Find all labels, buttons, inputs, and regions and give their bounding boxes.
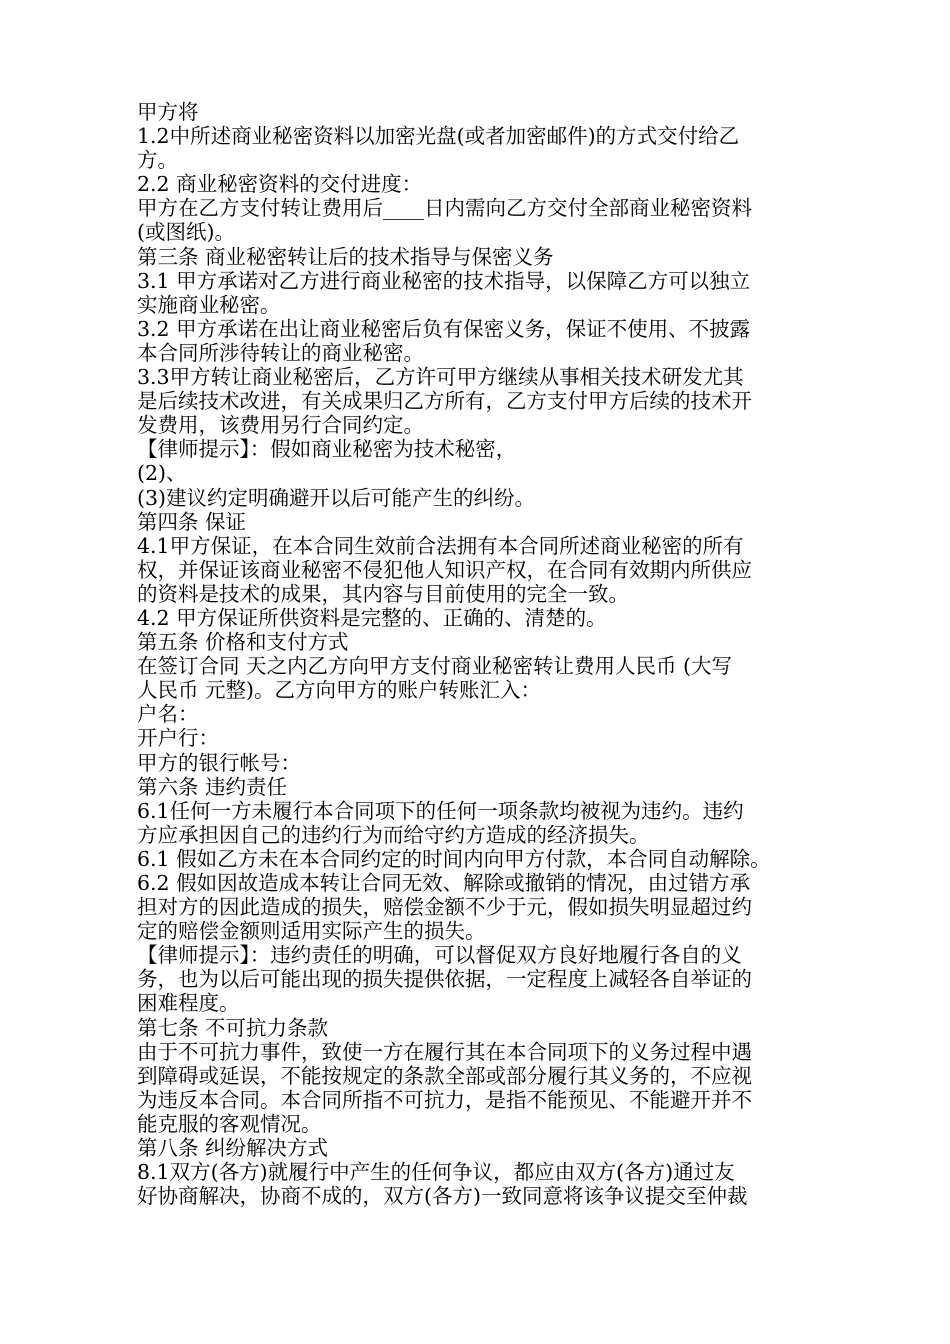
document-line: 第五条 价格和支付方式: [137, 630, 349, 655]
document-line: (或图纸)。: [137, 220, 235, 245]
document-line: 担对方的因此造成的损失，赔偿金额不少于元，假如损失明显超过约: [137, 895, 752, 920]
document-line: 人民币 元整)。乙方向甲方的账户转账汇入：: [137, 678, 542, 703]
document-line: 3.3甲方转让商业秘密后，乙方许可甲方继续从事相关技术研发尤其: [137, 365, 744, 390]
document-line: 权，并保证该商业秘密不侵犯他人知识产权，在合同有效期内所供应: [137, 557, 752, 582]
document-line: 第四条 保证: [137, 509, 247, 534]
document-line: 第八条 纠纷解决方式: [137, 1136, 329, 1161]
document-line: 第三条 商业秘密转让后的技术指导与保密义务: [137, 244, 554, 269]
document-line: 甲方在乙方支付转让费用后____日内需向乙方交付全部商业秘密资料: [137, 196, 752, 221]
document-page: [137, 100, 817, 1208]
document-line: 困难程度。: [137, 991, 240, 1016]
document-line: 8.1双方(各方)就履行中产生的任何争议，都应由双方(各方)通过友: [137, 1160, 735, 1185]
document-line: 的资料是技术的成果，其内容与目前使用的完全一致。: [137, 581, 629, 606]
document-line: (2)、: [137, 461, 187, 486]
document-line: 6.2 假如因故造成本转让合同无效、解除或撤销的情况，由过错方承: [137, 871, 751, 895]
document-line: 1.2中所述商业秘密资料以加密光盘(或者加密邮件)的方式交付给乙: [137, 124, 740, 149]
document-line: 到障碍或延误，不能按规定的条款全部或部分履行其义务的，不应视: [137, 1063, 752, 1088]
document-line: 甲方将: [137, 100, 199, 124]
document-line: 6.1 假如乙方未在本合同约定的时间内向甲方付款，本合同自动解除。: [137, 846, 771, 871]
document-line: 定的赔偿金额则适用实际产生的损失。: [137, 919, 486, 944]
document-line: 是后续技术改进，有关成果归乙方所有，乙方支付甲方后续的技术开: [137, 389, 752, 414]
document-line: 【律师提示】：违约责任的明确，可以督促双方良好地履行各自的义: [137, 943, 742, 968]
document-line: 【律师提示】：假如商业秘密为技术秘密，: [137, 437, 517, 462]
document-line: 户名：: [137, 702, 199, 727]
document-line: 4.2 甲方保证所供资料是完整的、正确的、清楚的。: [137, 605, 607, 630]
document-line: 方。: [137, 148, 178, 173]
document-line: 第七条 不可抗力条款: [137, 1015, 329, 1040]
document-line: 在签订合同 天之内乙方向甲方支付商业秘密转让费用人民币 (大写: [137, 654, 733, 679]
document-line: 由于不可抗力事件，致使一方在履行其在本合同项下的义务过程中遇: [137, 1039, 752, 1064]
document-line: 3.1 甲方承诺对乙方进行商业秘密的技术指导，以保障乙方可以独立: [137, 268, 751, 293]
document-line: 方应承担因自己的违约行为而给守约方造成的经济损失。: [137, 822, 650, 847]
document-line: 4.1甲方保证，在本合同生效前合法拥有本合同所述商业秘密的所有: [137, 533, 744, 558]
document-line: 开户行：: [137, 726, 219, 751]
document-line: 务，也为以后可能出现的损失提供依据，一定程度上减轻各自举证的: [137, 967, 752, 992]
document-line: 好协商解决，协商不成的，双方(各方)一致同意将该争议提交至仲裁: [137, 1184, 748, 1209]
document-line: 第六条 违约责任: [137, 774, 288, 799]
document-line: 6.1任何一方未履行本合同项下的任何一项条款均被视为违约。违约: [137, 798, 744, 823]
document-line: 发费用，该费用另行合同约定。: [137, 413, 424, 438]
document-line: (3)建议约定明确避开以后可能产生的纠纷。: [137, 485, 536, 510]
document-line: 实施商业秘密。: [137, 292, 281, 317]
document-line: 3.2 甲方承诺在出让商业秘密后负有保密义务，保证不使用、不披露: [137, 316, 751, 341]
document-line: 本合同所涉待转让的商业秘密。: [137, 340, 424, 365]
document-line: 甲方的银行帐号：: [137, 750, 301, 775]
document-line: 2.2 商业秘密资料的交付进度：: [137, 172, 423, 197]
document-line: 能克服的客观情况。: [137, 1111, 322, 1136]
document-line: 为违反本合同。本合同所指不可抗力，是指不能预见、不能避开并不: [137, 1087, 752, 1112]
